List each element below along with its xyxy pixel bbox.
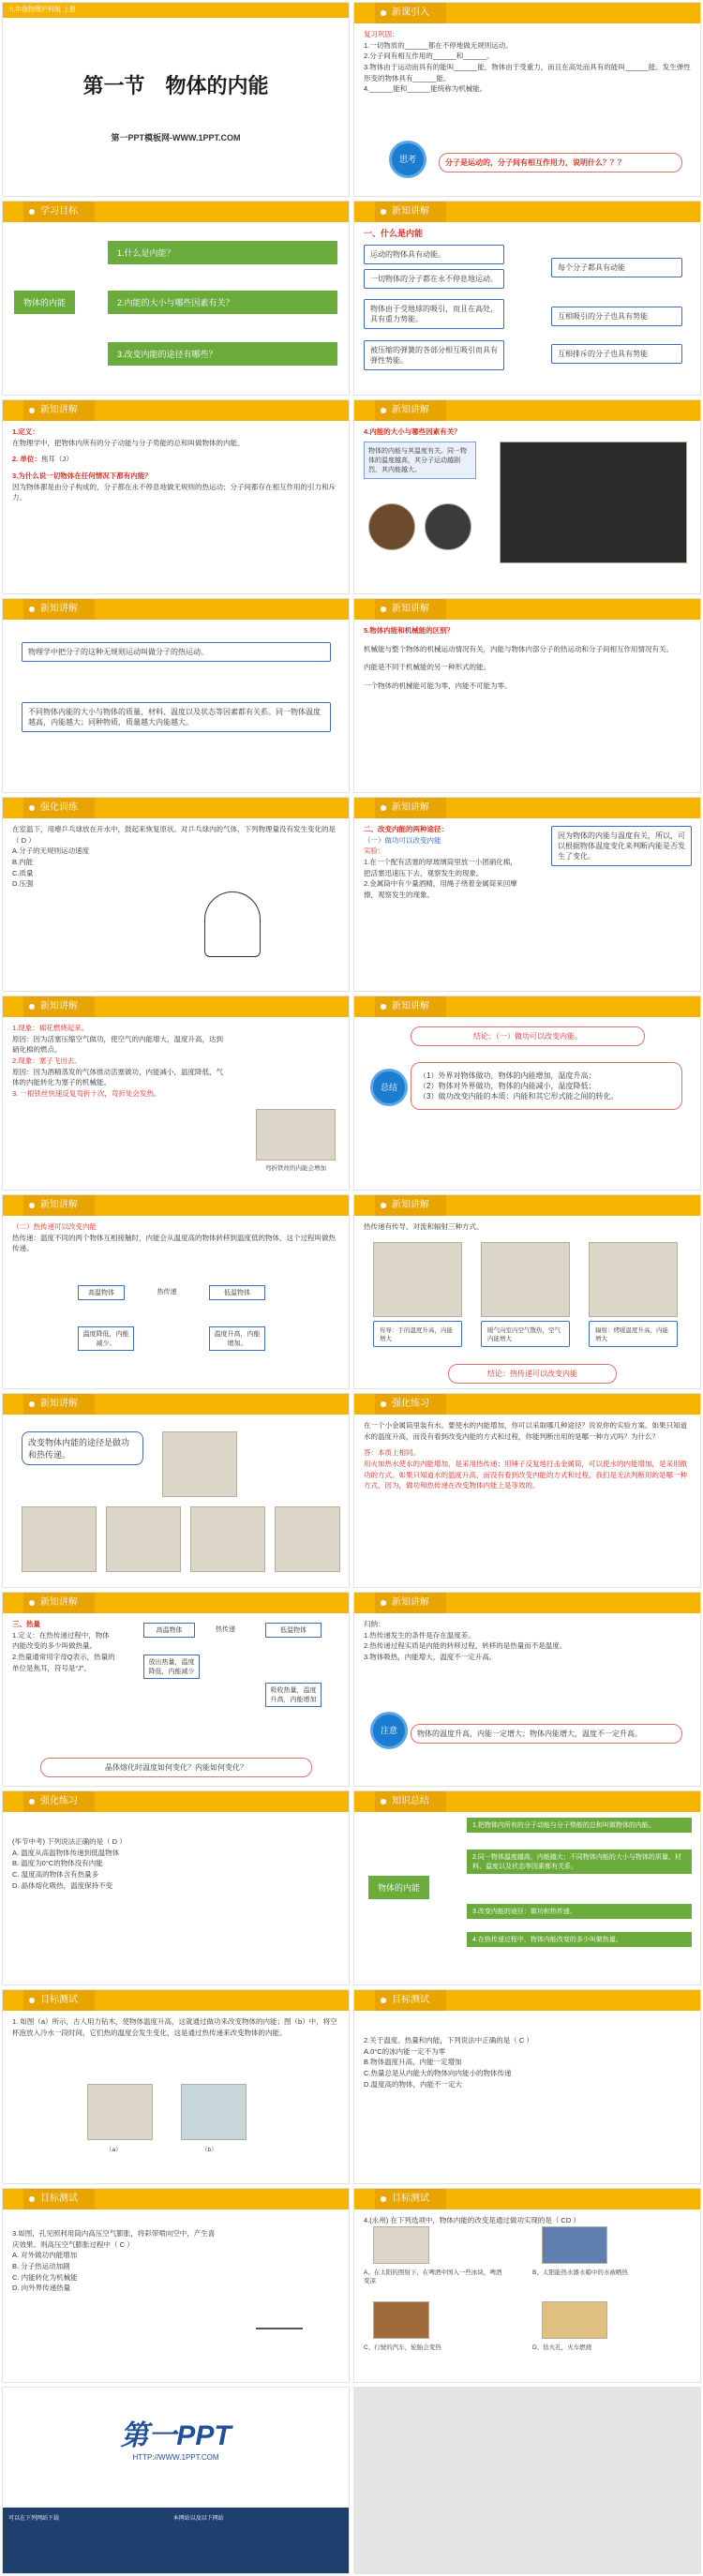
fact-box: 一切物体的分子都在永不停息地运动。 — [364, 269, 504, 289]
confetti-image — [256, 2273, 303, 2329]
slide-tab: 目标测试 — [23, 1990, 95, 2011]
why-text: 因为物体都是由分子构成的，分子都在永不停息地做无规则的热运动；分子间都存在相互作用的引力和斥力。 — [12, 482, 336, 502]
hot-result: 放出热量，温度降低，内能减少 — [143, 1655, 200, 1679]
slide-tab: 强化练习 — [23, 1791, 95, 1812]
illustration-image — [22, 1506, 97, 1572]
option: B. 温度为0°C的物体没有内能 — [12, 1859, 103, 1868]
cold-object: 低温物体 — [265, 1623, 322, 1638]
caption-a: （a） — [106, 2147, 122, 2153]
conclusion-box: 每个分子都具有动能 — [551, 258, 682, 277]
illustration-image — [106, 1506, 181, 1572]
summary-item: （3）做功改变内能的本质：内能和其它形式能之间的转化。 — [419, 1092, 619, 1101]
summary-item: （1）外界对物体做功，物体的内能增加，温度升高； — [419, 1071, 596, 1080]
option: D.温度高的物体，内能不一定大 — [364, 2079, 462, 2089]
slide-tab: 新知讲解 — [375, 1195, 446, 1216]
reason: 原因：因为酒精蒸发的气体推动活塞做功，内能减小，温度降低，气体的内能转化为塞子的机械能。 — [12, 1067, 223, 1087]
cold-water-image — [368, 503, 415, 550]
exp-text: 1.在一个配有活塞的厚玻璃筒里放一小团硝化棉，把活塞迅速压下去，观察发生的现象。 — [364, 857, 517, 877]
slide-work-summary[interactable] — [353, 996, 701, 1191]
slide-tab: 新知讲解 — [23, 1195, 95, 1216]
slide-factors[interactable] — [353, 399, 701, 594]
option: A.0°C的冰内能一定不为零 — [364, 2046, 446, 2056]
question-text: 4.(永州) 在下列选项中，物体内能的改变是通过做功实现的是（ CD ） — [364, 2216, 580, 2224]
slide-tab: 新知讲解 — [375, 599, 446, 620]
cover-brand: 第一PPT模板网-WWW.1PPT.COM — [111, 133, 241, 142]
induction-item: 2.热传递过程实质是内能的转移过程，转移的是热量而不是温度。 — [364, 1641, 567, 1651]
subheading: （一）做功可以改变内能 — [364, 835, 441, 845]
slide-goals[interactable] — [2, 201, 350, 396]
bottle-diagram — [204, 891, 261, 957]
transfer-arrow: 热传递 — [143, 1285, 190, 1298]
question-text: 在一个小金属筒里装有水。要使水的内能增加，你可以采取哪几种途径？说说你的实验方案。如果只知道水的温度升高，而没有看到改变内能的方式和过程，你能判断出用的是哪一种方式吗？为什么？ — [364, 1421, 687, 1441]
review-item: 1.一切物质的______都在不停地做无规则运动。 — [364, 40, 513, 50]
notice-burst: 注意 — [373, 1715, 405, 1746]
slide-tab: 新知讲解 — [375, 202, 446, 222]
mode-caption: 辐射：烤暖温度升高，内能增大 — [589, 1321, 678, 1347]
induction-item: 1.热传递发生的条件是存在温度差。 — [364, 1630, 475, 1640]
option-caption: D、钻火孔，火车燃烧 — [532, 2344, 592, 2351]
slide-tab: 强化练习 — [375, 1394, 446, 1415]
slide-drill-2[interactable] — [353, 1393, 701, 1588]
section-heading: 热传递有传导、对流和辐射三种方式。 — [364, 1222, 484, 1231]
option-caption: A、在太阳的照射下，在啤酒中国入一些冰块，啤酒变凉 — [364, 2269, 502, 2284]
mode-caption: 传导：手的温度升高，内能增大 — [373, 1321, 462, 1347]
notice-text: 物体的温度升高，内能一定增大；物体内能增大，温度不一定升高。 — [411, 1724, 682, 1744]
convection-image — [481, 1242, 570, 1317]
diff-text: 机械能与整个物体的机械运动情况有关，内能与物体内部分子的热运动和分子间相互作用情况有关。 — [364, 644, 673, 653]
cold-result: 温度升高，内能增加。 — [209, 1326, 265, 1351]
slide-tab: 新知讲解 — [23, 996, 95, 1017]
cold-object: 低温物体 — [209, 1285, 265, 1300]
radiation-image — [589, 1242, 678, 1317]
option: C.热量总是从内能大的物体向内能小的物体传递 — [364, 2068, 512, 2077]
image-caption: 弯折铁丝的内能会增加 — [265, 1165, 326, 1172]
review-item: 4.______能和______能统称为机械能。 — [364, 84, 487, 94]
drill-fire-image — [87, 2084, 153, 2140]
slide-what-is[interactable] — [353, 201, 701, 396]
fact-box: 运动的物体具有动能。 — [364, 245, 504, 264]
hot-object: 高温物体 — [143, 1623, 195, 1638]
summary-item: （2）物体对外界做功，物体的内能减小，温度降低； — [419, 1082, 596, 1090]
end-logo: 第一PPT — [120, 2420, 232, 2451]
section-heading: 4.内能的大小与哪些因素有关？ — [364, 427, 461, 436]
option-image-c — [373, 2301, 429, 2339]
option: B. 分子热运动加剧 — [12, 2261, 70, 2270]
def-text: 1.定义：在热传递过程中，物体内能改变的多少叫做热量。 — [12, 1630, 110, 1651]
section-heading: 5.物体内能和机械能的区别？ — [364, 626, 455, 635]
def-label: 1.定义： — [12, 427, 39, 436]
option: C. 温度高的物体含有热量多 — [12, 1869, 99, 1879]
why-label: 3.为什么说一切物体在任何情况下都有内能？ — [12, 471, 152, 480]
goals-center: 物体的内能 — [14, 291, 75, 314]
slide-tab: 新课引入 — [375, 3, 446, 23]
wire-bending-image — [256, 1109, 336, 1161]
question-box: 晶体熔化时温度如何变化？内能如何变化？ — [40, 1758, 312, 1777]
slide-tab: 强化训练 — [23, 798, 95, 818]
section-heading: 三、热量 — [12, 1620, 40, 1628]
slide-drill-3[interactable] — [2, 1790, 350, 1985]
option-image-d — [542, 2301, 607, 2339]
hot-result: 温度降低，内能减少。 — [78, 1326, 134, 1351]
question-text: 3.如图，孔见照利用筒内高压空气膨胀，将彩带喷向空中，产生喜庆效果。则高压空气膨胀过程中（ C ） — [12, 2229, 216, 2249]
goal-item: 3.改变内能的途径有哪些？ — [108, 342, 337, 366]
info-box: 不同物体内能的大小与物体的质量、材料、温度以及状态等因素都有关系。同一物体温度越高，内能越大；同种物质，质量越大内能越大。 — [22, 702, 331, 732]
empty-slot — [353, 2387, 701, 2574]
slide-end[interactable] — [2, 2387, 350, 2574]
slide-tab: 新知讲解 — [23, 1394, 95, 1415]
exp-text: 2.金属筒中有少量酒精，用绳子绕着金属筒来回摩擦，观察发生的现象。 — [364, 879, 517, 899]
slide-intro[interactable] — [353, 2, 701, 197]
think-burst: 思考 — [392, 143, 424, 175]
option: C.质量 — [12, 868, 34, 877]
option-caption: B、太阳能热水器水箱中的水被晒热 — [532, 2269, 628, 2276]
conclusion-box: 互相排斥的分子也具有势能 — [551, 344, 682, 364]
question-text: 2.关于温度、热量和内能，下列说法中正确的是（ C ） — [364, 2036, 533, 2044]
slide-tab: 知识总结 — [375, 1791, 446, 1812]
slide-drill-1[interactable] — [2, 797, 350, 992]
summary-banner: 结论：（一）做功可以改变内能。 — [411, 1026, 645, 1046]
unit-label: 2. 单位： — [12, 455, 41, 464]
slide-tab: 新知讲解 — [23, 1593, 95, 1613]
option-image-a — [373, 2226, 429, 2264]
option: B.物体温度升高，内能一定增加 — [364, 2058, 462, 2067]
option: A.分子的无规则运动速度 — [12, 846, 90, 856]
option: D. 晶体熔化吸热，温度保持不变 — [12, 1880, 113, 1890]
cover-title: 第一节 物体的内能 — [82, 74, 269, 97]
diff-text: 内能是不同于机械能的另一种形式的能。 — [364, 663, 490, 672]
summary-banner: 结论：热传递可以改变内能 — [448, 1364, 617, 1384]
induction-title: 归纳： — [364, 1620, 385, 1628]
footer-right: 本网站以及以下网站 — [172, 2516, 224, 2522]
info-box: 物理学中把分子的这种无规则运动叫做分子的热运动。 — [22, 642, 331, 662]
summary-point: 2.同一物体温度越高，内能越大；不同物体内能的大小与物体的质量、材料、温度以及状态等因素都有关系。 — [467, 1850, 692, 1874]
review-label: 复习巩固： — [364, 30, 399, 38]
summary-point: 3.改变内能的途径：做功和热传递。 — [467, 1904, 692, 1919]
slide-two-ways[interactable] — [2, 1393, 350, 1588]
slide-tab: 新知讲解 — [23, 599, 95, 620]
slide-thermal-motion[interactable] — [2, 598, 350, 793]
slide-tab: 目标测试 — [23, 2189, 95, 2209]
cover-topbar: 九年级物理沪科版 上册 — [3, 3, 349, 18]
note-box: 因为物体的内能与温度有关，所以，可以根据物体温度变化来判断内能是否发生了变化。 — [551, 826, 692, 866]
temp-bubble: 物体的内能与其温度有关。同一物体的温度越高，其分子运动越剧烈，其内能越大。 — [364, 442, 476, 479]
option: C. 内能转化为机械能 — [12, 2272, 78, 2282]
unit-text: 焦耳（J） — [40, 455, 73, 464]
summary-burst: 总结 — [373, 1071, 405, 1103]
def-text: 热传递：温度不同的两个物体互相接触时，内能会从温度高的物体转移到温度低的物体，这个过程叫做热传递。 — [12, 1233, 336, 1253]
review-item: 2.分子间有相互作用的______和______。 — [364, 52, 494, 61]
diff-text: 一个物体的机械能可能为零，内能不可能为零。 — [364, 681, 512, 690]
option: A. 温度从高温物体传递到低温物体 — [12, 1848, 120, 1857]
slide-knowledge-summary[interactable] — [353, 1790, 701, 1985]
slide-test-1[interactable] — [2, 1989, 350, 2184]
section-heading: 一、什么是内能 — [364, 229, 424, 238]
option: D. 向外界传递热量 — [12, 2284, 71, 2293]
slide-induction[interactable] — [353, 1592, 701, 1787]
end-url: HTTP://WWW.1PPT.COM — [132, 2453, 219, 2462]
section-heading: 二、改变内能的两种途径： — [364, 825, 448, 833]
caption-b: （b） — [202, 2147, 217, 2153]
slide-test-3[interactable] — [2, 2188, 350, 2383]
question-text: 在室温下，用瘪乒乓球放在开水中，鼓起来恢复原状。对乒乓球内的气体，下列物理量没有发生变化的是（ D ） — [12, 825, 336, 845]
induction-item: 3.物体吸热，内能增大，温度不一定升高。 — [364, 1652, 497, 1661]
end-footer — [3, 2508, 349, 2573]
footer-left: 可以在下列网站下载 — [8, 2516, 60, 2522]
phenomenon: 2.现象：塞子飞出去。 — [12, 1056, 82, 1065]
slide-difference[interactable] — [353, 598, 701, 793]
conclusion-box: 互相吸引的分子也具有势能 — [551, 307, 682, 326]
slide-tab: 新知讲解 — [375, 798, 446, 818]
cold-result: 吸收热量，温度升高，内能增加 — [265, 1683, 322, 1707]
exp-label: 实验： — [364, 846, 385, 856]
slide-cover[interactable] — [2, 2, 350, 197]
option: A. 对外做功内能增加 — [12, 2251, 78, 2260]
goal-item: 2.内能的大小与哪些因素有关？ — [108, 291, 337, 314]
reason: 原因：因为活塞压缩空气做功，使空气的内能增大，温度升高，达到硝化棉的燃点。 — [12, 1034, 223, 1055]
slide-heat-modes[interactable] — [353, 1194, 701, 1389]
slide-test-2[interactable] — [353, 1989, 701, 2184]
answer-text: 用火加热水使水的内能增加，是采用热传递；用锤子反复地打击金属筒，可以使水的内能增加，是采用做功的方式。如果只知道水的温度升高，而没有看到改变内能的方式和过程，我们是无法判断用的是哪一种方式，因为，做功和热传递在改变物体内能上是等效的。 — [364, 1459, 687, 1490]
slide-tab: 学习目标 — [23, 202, 95, 222]
option-image-b — [542, 2226, 607, 2264]
slide-tab: 新知讲解 — [375, 1593, 446, 1613]
hot-object: 高温物体 — [78, 1285, 125, 1300]
slide-definition[interactable] — [2, 399, 350, 594]
summary-point: 4.在热传递过程中，物体内能改变的多少叫做热量。 — [467, 1932, 692, 1947]
option: B.内能 — [12, 857, 34, 866]
option: D.压强 — [12, 879, 34, 889]
experiment-photo — [500, 442, 687, 563]
mode-caption: 暖气向室内空气散热，空气内能增大 — [481, 1321, 570, 1347]
think-question: 分子是运动的，分子间有相互作用力，说明什么？？？ — [439, 153, 682, 172]
question-text: 1. 如图（a）所示，古人用力钻木，使物体温度升高，这就通过做功来改变物体的内能；图（b）中，将空杯泡放入冷水一段时间，它们热的温度会发生变化，这是通过热传递来改变物体的内能。 — [12, 2017, 337, 2037]
slide-tab: 目标测试 — [375, 1990, 446, 2011]
illustration-image — [190, 1506, 265, 1572]
option-caption: C、行驶的汽车，轮胎会变热 — [364, 2344, 441, 2351]
goal-item: 1.什么是内能？ — [108, 241, 337, 264]
slide-work-phenomena[interactable] — [2, 996, 350, 1191]
answer-label: 答：本质上相同。 — [364, 1448, 420, 1458]
fact-box: 被压缩的弹簧的各部分相互吸引而具有弹性势能。 — [364, 340, 504, 370]
slide-heat-transfer[interactable] — [2, 1194, 350, 1389]
slide-heat[interactable] — [2, 1592, 350, 1787]
slide-tab: 新知讲解 — [23, 400, 95, 421]
review-item: 3.物体由于运动而具有的能叫______能，物体由于受重力，而且在高处而具有的能叫______能。发生弹性形变的物体具有______能。 — [364, 62, 691, 82]
def-text: 在物理学中，把物体内所有的分子动能与分子势能的总和叫做物体的内能。 — [12, 438, 245, 447]
hot-water-image — [425, 503, 471, 550]
slide-ways[interactable] — [353, 797, 701, 992]
ways-box: 改变物体内能的途径是做功和热传递。 — [22, 1431, 143, 1465]
slide-tab: 新知讲解 — [375, 400, 446, 421]
question-text: (毕节中考) 下列说法正确的是（ D ） — [12, 1837, 127, 1846]
phenomenon: 3. 一根铁丝快速反复弯折十次，弯折处会发热。 — [12, 1088, 161, 1098]
slide-tab: 目标测试 — [375, 2189, 446, 2209]
fact-box: 物体由于受地球的吸引，而且在高处，具有重力势能。 — [364, 299, 504, 329]
symbol-text: 2.热量通常用字母Q表示，热量的单位是焦耳，符号是“J”。 — [12, 1652, 115, 1672]
summary-point: 1.把物体内所有的分子动能与分子势能的总和叫做物体的内能。 — [467, 1818, 692, 1833]
slide-tab: 新知讲解 — [375, 996, 446, 1017]
transfer-arrow: 热传递 — [204, 1623, 247, 1636]
section-heading: （二）热传递可以改变内能 — [12, 1222, 97, 1231]
slide-test-4[interactable] — [353, 2188, 701, 2383]
phenomenon: 1.现象：棉花燃烧起来。 — [12, 1024, 89, 1032]
cold-water-image — [181, 2084, 247, 2140]
illustration-image — [162, 1431, 237, 1497]
summary-center: 物体的内能 — [368, 1876, 429, 1899]
illustration-image — [275, 1506, 340, 1572]
conduction-image — [373, 1242, 462, 1317]
